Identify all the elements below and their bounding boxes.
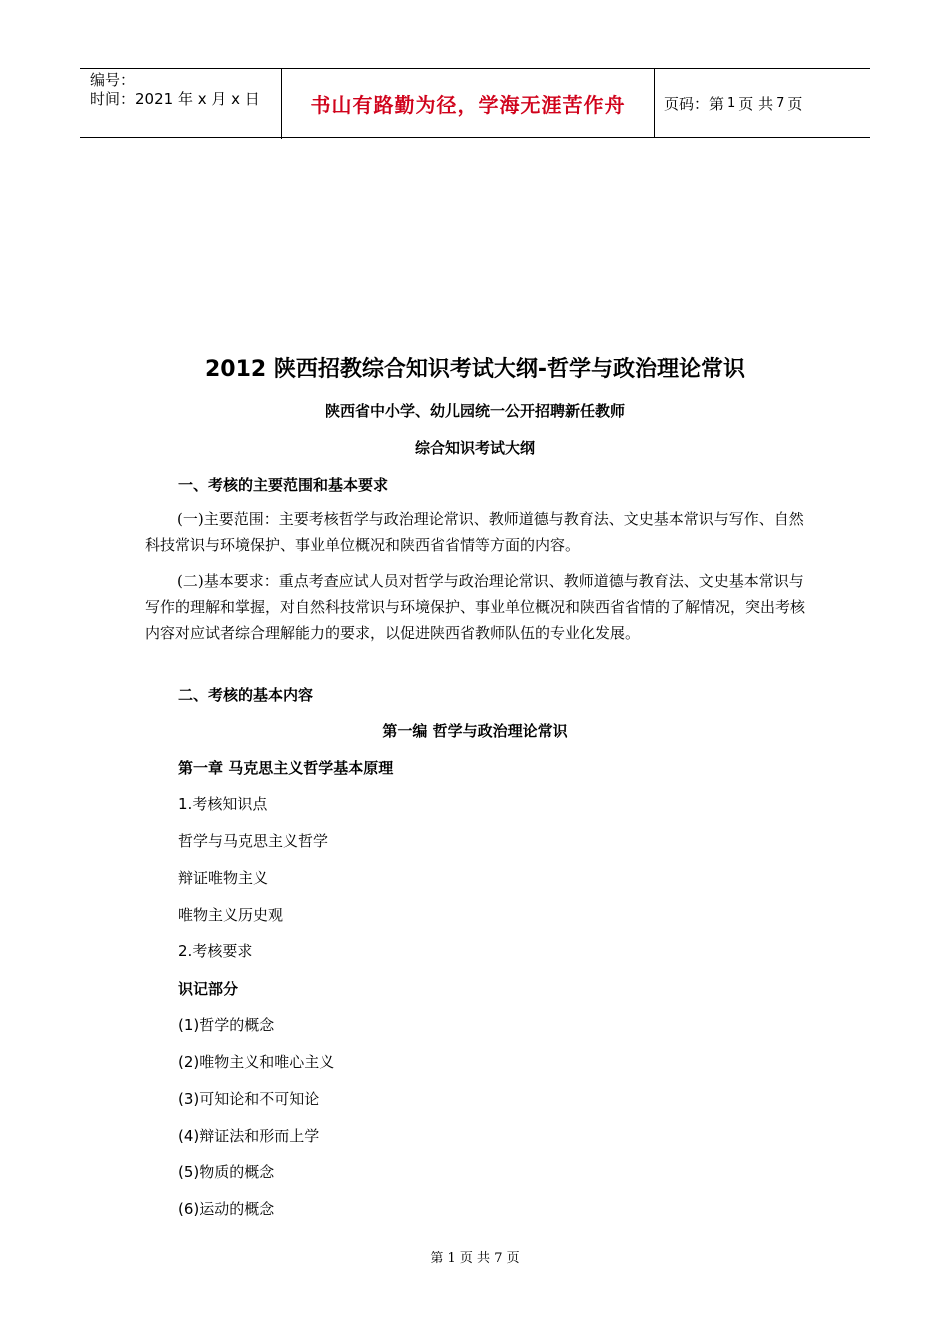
part1-heading: 第一编 哲学与政治理论常识 xyxy=(382,722,568,740)
section2-heading: 二、考核的基本内容 xyxy=(178,686,314,704)
header-table xyxy=(80,68,870,138)
document-title: 2012 陕西招教综合知识考试大纲-哲学与政治理论常识 xyxy=(204,357,746,382)
list-item xyxy=(178,1088,319,1109)
page-prefix: 页码：第 xyxy=(664,94,725,113)
number-label: 编号： xyxy=(90,71,136,89)
list-item xyxy=(178,1161,274,1182)
header-motto-cell xyxy=(282,69,655,137)
knowledge-points-heading xyxy=(178,793,267,814)
page-mid: 页 共 xyxy=(738,94,774,113)
page-total: 7 xyxy=(776,95,785,111)
item-number: (6) xyxy=(178,1200,200,1218)
page-footer: 第 1 页 共 7 页 xyxy=(430,1251,520,1266)
requirements-label: 考核要求 xyxy=(192,942,253,960)
item-text: 物质的概念 xyxy=(199,1163,275,1181)
item-number: (2) xyxy=(178,1053,200,1071)
item-text: 哲学的概念 xyxy=(199,1016,275,1034)
header-info-cell xyxy=(80,69,282,139)
item-text: 可知论和不可知论 xyxy=(199,1090,320,1108)
item-text: 辩证法和形而上学 xyxy=(199,1127,320,1145)
recall-heading: 识记部分 xyxy=(178,980,239,998)
section1-heading: 一、考核的主要范围和基本要求 xyxy=(178,476,389,494)
time-label: 时间：2021 年 x 月 x 日 xyxy=(90,90,260,108)
knowledge-points-label: 考核知识点 xyxy=(192,795,268,813)
list-item: 唯物主义历史观 xyxy=(178,906,284,924)
header-page-cell xyxy=(655,69,879,137)
list-item xyxy=(178,1014,274,1035)
item-text: 运动的概念 xyxy=(199,1200,275,1218)
motto-text: 书山有路勤为径，学海无涯苦作舟 xyxy=(310,92,626,117)
item-number: (1) xyxy=(178,1016,200,1034)
chapter1-heading: 第一章 马克思主义哲学基本原理 xyxy=(178,759,394,777)
item-number: (3) xyxy=(178,1090,200,1108)
item-text: 唯物主义和唯心主义 xyxy=(199,1053,335,1071)
list-item xyxy=(178,1198,274,1219)
requirements-heading xyxy=(178,940,252,961)
list-item xyxy=(178,1125,319,1146)
document-subtitle-2: 综合知识考试大纲 xyxy=(414,439,535,457)
list-item xyxy=(178,1051,334,1072)
page-suffix: 页 xyxy=(787,94,803,113)
requirements-number: 2. xyxy=(178,942,193,960)
knowledge-points-number: 1. xyxy=(178,795,193,813)
list-item: 辩证唯物主义 xyxy=(178,869,269,887)
paragraph-requirements: (二)基本要求：重点考查应试人员对哲学与政治理论常识、教师道德与教育法、文史基本常识与写作的理解和掌握，对自然科技常识与环境保护、事业单位概况和陕西省省情的了解情况，突出考核内容对应试者综合理解能力的要求，以促进陕西省教师队伍的专业化发展。 xyxy=(145,572,806,642)
list-item: 哲学与马克思主义哲学 xyxy=(178,832,329,850)
document-subtitle-1: 陕西省中小学、幼儿园统一公开招聘新任教师 xyxy=(324,402,625,420)
page-current: 1 xyxy=(727,95,736,111)
item-number: (5) xyxy=(178,1163,200,1181)
paragraph-scope: (一)主要范围：主要考核哲学与政治理论常识、教师道德与教育法、文史基本常识与写作、自然科技常识与环境保护、事业单位概况和陕西省省情等方面的内容。 xyxy=(145,510,804,554)
item-number: (4) xyxy=(178,1127,200,1145)
